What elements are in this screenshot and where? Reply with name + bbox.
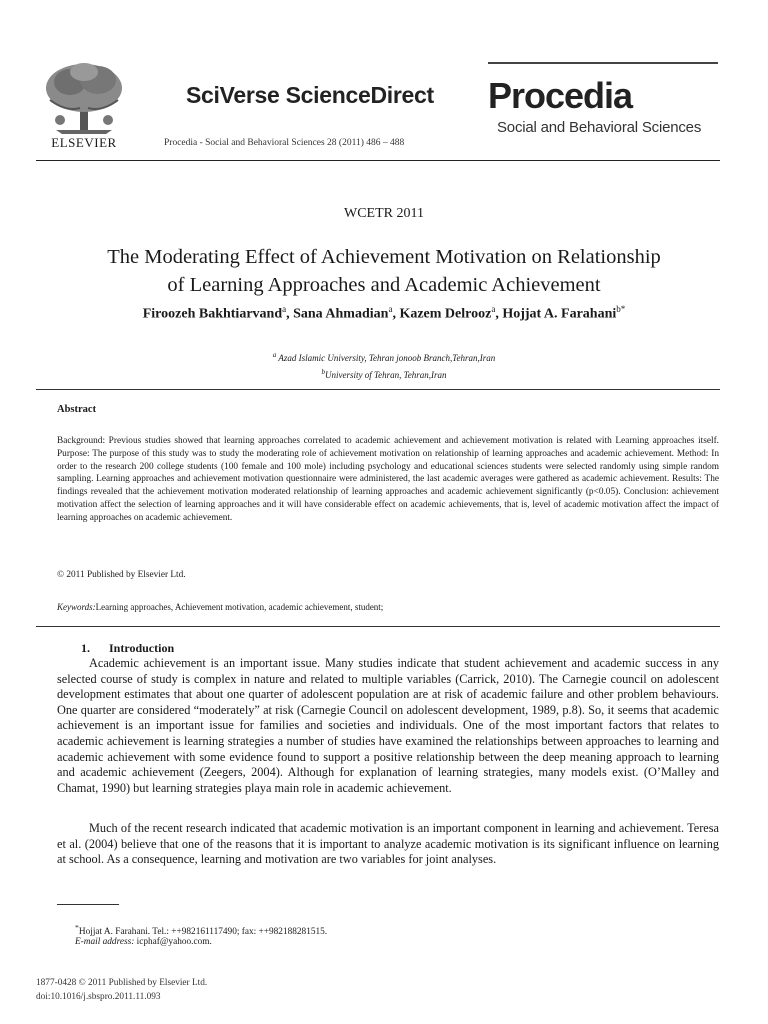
author-affiliation-mark: b*: [616, 304, 626, 314]
journal-logo: Procedia: [488, 75, 633, 116]
paragraph-line: on adolescent development, 1989, p.8). So, it seems that academic achievement is an important issue for families: [57, 702, 720, 733]
abstract-line: Background: Previous studies showed that learning approaches correlated to academic achievement and achievement motivation: [57, 436, 553, 446]
corresponding-author-footnote: [75, 923, 327, 937]
author-name: Sana Ahmadian: [293, 306, 389, 322]
paragraph-line: success in any selected course of study is complex in nature and related to multiple variables (Carrick, 2010). The: [57, 656, 719, 686]
paragraph-line: achievement. Teresa et al. (2004) believe that one of the reasons that it is important to analyze academic motivation: [57, 821, 720, 851]
author-name: Firoozeh Bakhtiarvand: [142, 306, 283, 322]
abstract-divider: [36, 389, 720, 390]
author-affiliation-mark: a: [388, 304, 393, 314]
keywords-divider: [36, 626, 720, 627]
body-paragraph: [57, 656, 719, 796]
abstract-line: students (100 female and 100 mole) including psychology and educational sciences students were selected randomly using: [187, 461, 660, 472]
email-footnote: [75, 937, 212, 947]
abstract-line: relationship of learning approaches and academic achievement significantly (p<0.05). Conclusion: achievement motivation affect: [57, 487, 719, 510]
paragraph-line: achievement with some evidence found to support a positive relationship between the deep meaning approach to: [107, 749, 675, 764]
paragraph-line: and societies and individuals. One of the most important factors that relates to academic achievement is learning: [57, 718, 720, 748]
author-name: Kazem Delrooz: [399, 306, 492, 322]
section-number: 1.: [81, 641, 90, 655]
email-label: E-mail address:: [75, 937, 135, 947]
conference-name: WCETR 2011: [344, 206, 424, 221]
paragraph-line: Academic achievement is an important issue. Many studies indicate that student achievement and academic: [89, 656, 641, 670]
sciencedirect-logo[interactable]: SciVerse ScienceDirect: [186, 82, 434, 108]
abstract-line: averages were gathered as academic achievement. Results: The findings revealed that the achievement motivation moderated: [57, 474, 719, 498]
journal-logo-subtitle: Social and Behavioral Sciences: [497, 119, 702, 136]
affiliation-mark: b: [321, 368, 325, 376]
footnote-mark: *: [75, 923, 79, 932]
paragraph-line: learning and academic achievement (Zeegers, 2004). Although for explanation of learning strategies, many models: [57, 749, 720, 780]
author-affiliation-mark: a: [491, 304, 496, 314]
email-address[interactable]: icphaf@yahoo.com.: [136, 937, 212, 947]
abstract-copyright: © 2011 Published by Elsevier Ltd.: [57, 570, 186, 580]
abstract-line: simple random sampling. Learning approaches and achievement motivation questionnaire were administered, the last academic: [57, 461, 720, 485]
abstract-line: motivation affect the impact of learning approaches on academic achievement.: [57, 499, 719, 523]
abstract-heading: Abstract: [57, 404, 97, 415]
paragraph-line: exist. (O’Malley and Chamat, 1990) but learning strategies playa main role in academic achievement.: [57, 765, 719, 795]
paragraph-line: strategies a number of studies have examined the relationships between approaches to learning and academic: [57, 733, 719, 764]
title-line: The Moderating Effect of Achievement Motivation on Relationship: [107, 246, 661, 268]
journal-logo-rule: [488, 62, 718, 64]
abstract-line: motivation on relationship of learning approaches and academic achievement. Method: In order to the research 200 college: [57, 448, 719, 472]
keywords: [57, 602, 383, 612]
header-divider: [36, 160, 720, 161]
journal-reference: Procedia - Social and Behavioral Sciences 28 (2011) 486 – 488: [164, 138, 405, 148]
issn-line: 1877-0428 © 2011 Published by Elsevier Ltd.: [36, 978, 208, 988]
footnote-divider: [57, 904, 119, 905]
footnote-text: Hojjat A. Farahani. Tel.: ++982161117490; fax: ++982188281515.: [78, 927, 328, 938]
affiliations: [0, 348, 768, 382]
paragraph-line: joint analyses.: [425, 852, 497, 867]
affiliation: [0, 365, 768, 382]
abstract-body: [57, 435, 719, 525]
keywords-text: Learning approaches, Achievement motivation, academic achievement, student;: [95, 602, 384, 612]
author-name: Hojjat A. Farahani: [502, 306, 617, 322]
section-title: Introduction: [109, 641, 175, 655]
doi-link[interactable]: doi:10.1016/j.sbspro.2011.11.093: [36, 992, 161, 1002]
affiliation-text: University of Tehran, Tehran,Iran: [324, 370, 447, 380]
paper-title: [30, 243, 738, 299]
paragraph-line: is its significant influence on learning at school. As a consequence, learning and motivation are two variables for: [57, 836, 719, 867]
abstract-line: the selection of learning approaches and it will have considerable effect on academic achievements, that is, level of academic: [123, 499, 600, 510]
body-paragraph: [57, 821, 719, 868]
paragraph-line: Much of the recent research indicated that academic motivation is an important component in learning and: [89, 821, 616, 835]
author-affiliation-mark: a: [282, 304, 287, 314]
publisher-name: ELSEVIER: [51, 135, 117, 150]
affiliation-text: Azad Islamic University, Tehran jonoob Branch,Tehran,Iran: [278, 353, 496, 363]
author-list: Firoozeh Bakhtiarvand$^a$, Sana Ahmadian$^a$, Kazem Delrooz$^a$, Hojjat A. Farahani$^{b*}$: [142, 304, 626, 322]
affiliation: [0, 348, 768, 365]
section-heading: [81, 641, 174, 656]
title-line: of Learning Approaches and Academic Achievement: [167, 274, 601, 296]
affiliation-mark: a: [272, 351, 277, 359]
abstract-line: is related with Learning approaches itself. Purpose: The purpose of this study was to study the moderating role of achievement: [57, 436, 719, 459]
paragraph-line: Carnegie council on adolescent development estimates that about one quarter of adolescent population are at risk of: [57, 671, 719, 702]
keywords-label: Keywords:: [57, 602, 96, 612]
paragraph-line: academic failure and other problem behaviours. One quarter are considered “moderately” at risk (Carnegie Council: [57, 687, 719, 717]
